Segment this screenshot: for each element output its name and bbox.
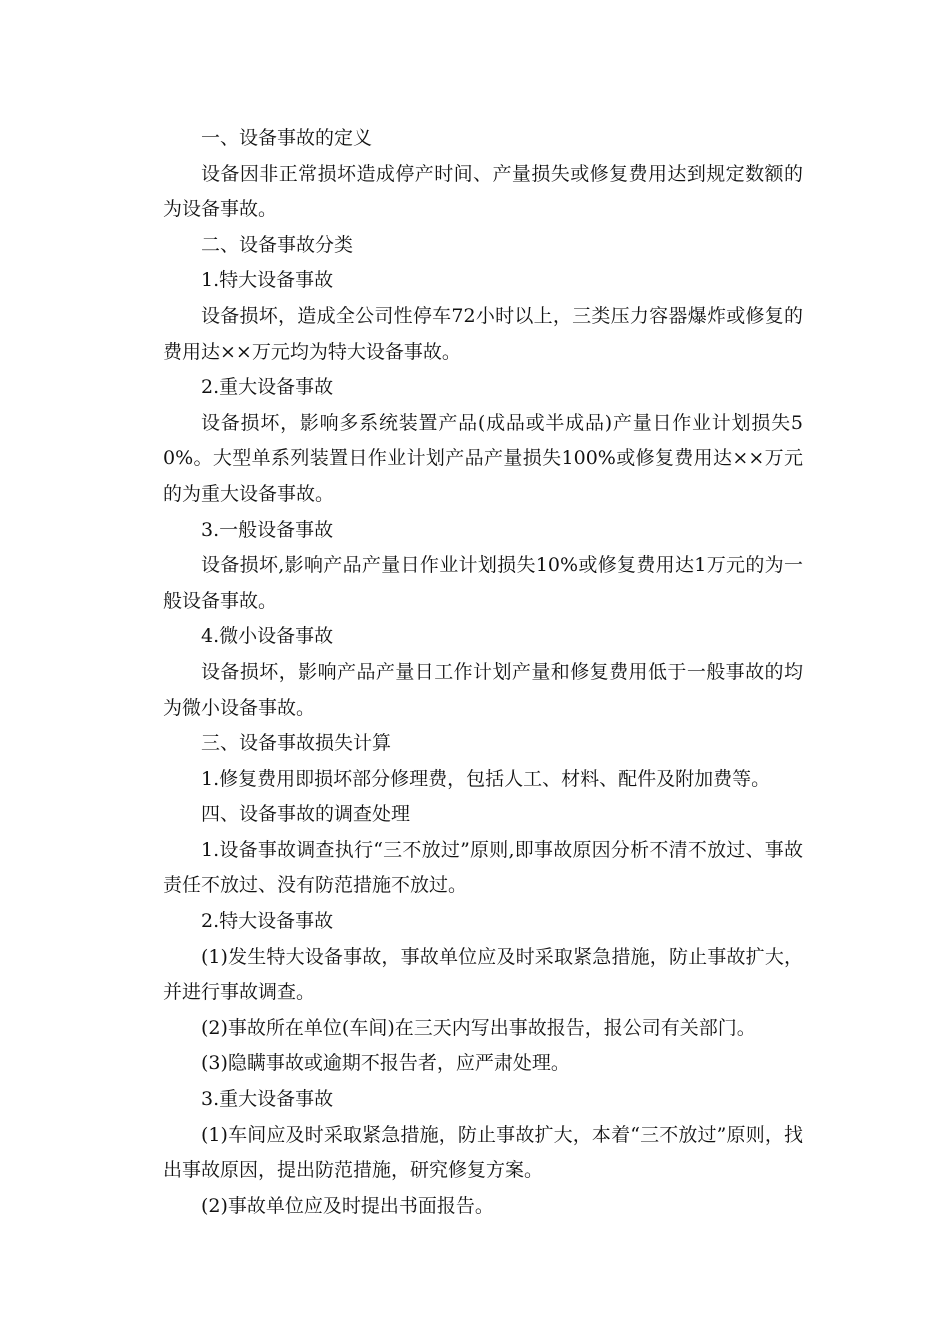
paragraph-major-accident: 设备损坏，造成全公司性停车72小时以上，三类压力容器爆炸或修复的费用达××万元均为特大设备事故。 [163, 304, 803, 363]
paragraph-minor-accident: 设备损坏，影响产品产量日工作计划产量和修复费用低于一般事故的均为微小设备事故。 [163, 660, 803, 719]
heading-loss-calculation: 三、设备事故损失计算 [201, 732, 392, 755]
paragraph-definition: 设备因非正常损坏造成停产时间、产量损失或修复费用达到规定数额的为设备事故。 [163, 162, 803, 221]
subheading-serious-handling: 3.重大设备事故 [201, 1088, 334, 1111]
subheading-minor-accident: 4.微小设备事故 [201, 625, 334, 648]
paragraph-major-handling-1: (1)发生特大设备事故，事故单位应及时采取紧急措施，防止事故扩大，并进行事故调查。 [163, 945, 803, 1004]
subheading-general-accident: 3.一般设备事故 [201, 518, 334, 541]
paragraph-serious-handling-2: (2)事故单位应及时提出书面报告。 [201, 1194, 494, 1217]
paragraph-major-handling-3: (3)隐瞒事故或逾期不报告者，应严肃处理。 [201, 1052, 570, 1075]
paragraph-three-principles: 1.设备事故调查执行“三不放过”原则,即事故原因分析不清不放过、事故责任不放过、没有防范措施不放过。 [163, 838, 803, 897]
heading-investigation: 四、设备事故的调查处理 [201, 803, 411, 826]
paragraph-serious-handling-1: (1)车间应及时采取紧急措施，防止事故扩大，本着“三不放过”原则，找出事故原因，提出防范措施，研究修复方案。 [163, 1123, 803, 1182]
subheading-major-accident: 1.特大设备事故 [201, 269, 334, 292]
paragraph-major-handling-2: (2)事故所在单位(车间)在三天内写出事故报告，报公司有关部门。 [201, 1016, 756, 1039]
paragraph-general-accident: 设备损坏,影响产品产量日作业计划损失10%或修复费用达1万元的为一般设备事故。 [163, 554, 803, 612]
document-body [163, 121, 803, 1224]
heading-classification: 二、设备事故分类 [201, 233, 354, 256]
heading-definition: 一、设备事故的定义 [201, 127, 373, 149]
paragraph-loss-calculation: 1.修复费用即损坏部分修理费，包括人工、材料、配件及附加费等。 [201, 767, 771, 790]
subheading-serious-accident: 2.重大设备事故 [201, 376, 334, 399]
paragraph-serious-accident: 设备损坏，影响多系统装置产品(成品或半成品)产量日作业计划损失50%。大型单系列装置日作业计划产品产量损失100%或修复费用达××万元的为重大设备事故。 [163, 411, 803, 505]
subheading-major-handling: 2.特大设备事故 [201, 910, 334, 933]
